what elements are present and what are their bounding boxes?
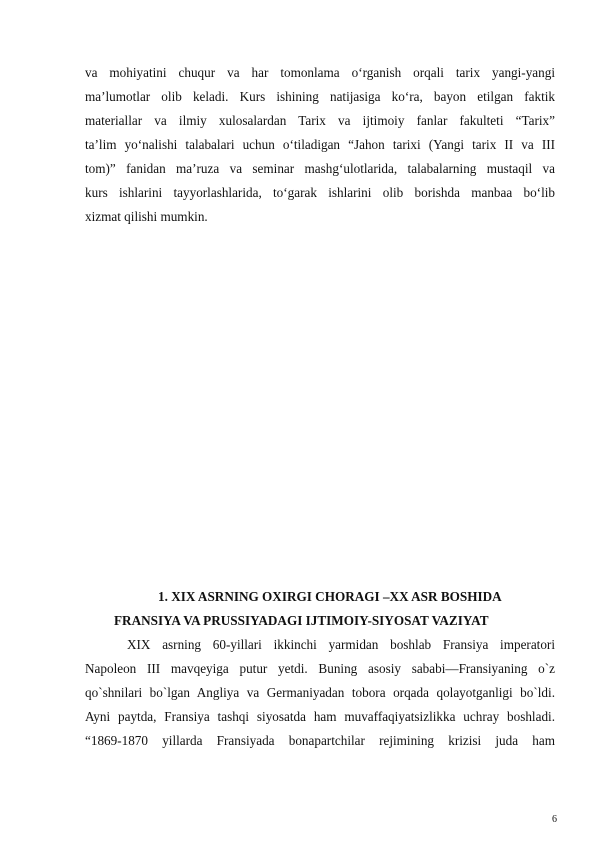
- text-line: va mohiyatini chuqur va har tomonlama o‘rganish orqali tarix yangi-yangi: [85, 65, 555, 80]
- text-line: ta’lim yo‘nalishi talabalari uchun o‘tiladigan “Jahon tarixi (Yangi tarix II va III: [85, 137, 555, 152]
- text-line: tom)” fanidan ma’ruza va seminar mashg‘ulotlarida, talabalarning mustaqil va: [85, 161, 555, 176]
- text-line: kurs ishlarini tayyorlashlarida, to‘garak ishlarini olib borishda manbaa bo‘lib: [85, 185, 555, 200]
- text-line: ma’lumotlar olib keladi. Kurs ishining natijasiga ko‘ra, bayon etilgan faktik: [85, 89, 555, 104]
- text-line: Napoleon III mavqeyiga putur yetdi. Buning asosiy sababi—Fransiyaning o`z: [85, 661, 555, 676]
- text-line: materiallar va ilmiy xulosalardan Tarix va ijtimoiy fanlar fakulteti “Tarix”: [85, 113, 555, 128]
- text-line: Ayni paytda, Fransiya tashqi siyosatda ham muvaffaqiyatsizlikka uchray boshladi.: [85, 709, 555, 724]
- heading-line: FRANSIYA VA PRUSSIYADAGI IJTIMOIY-SIYOSAT VAZIYAT: [114, 613, 489, 628]
- text-line: “1869-1870 yillarda Fransiyada bonapartchilar rejimining krizisi juda ham: [85, 733, 555, 748]
- text-line: xizmat qilishi mumkin.: [85, 209, 208, 224]
- text-line: XIX asrning 60-yillari ikkinchi yarmidan boshlab Fransiya imperatori: [127, 637, 555, 652]
- heading-line: 1. XIX ASRNING OXIRGI CHORAGI –XX ASR BOSHIDA: [158, 589, 502, 604]
- page-number: 6: [552, 814, 557, 825]
- text-line: qo`shnilari bo`lgan Angliya va Germaniyadan tobora orqada qolayotganligi bo`ldi.: [85, 685, 555, 700]
